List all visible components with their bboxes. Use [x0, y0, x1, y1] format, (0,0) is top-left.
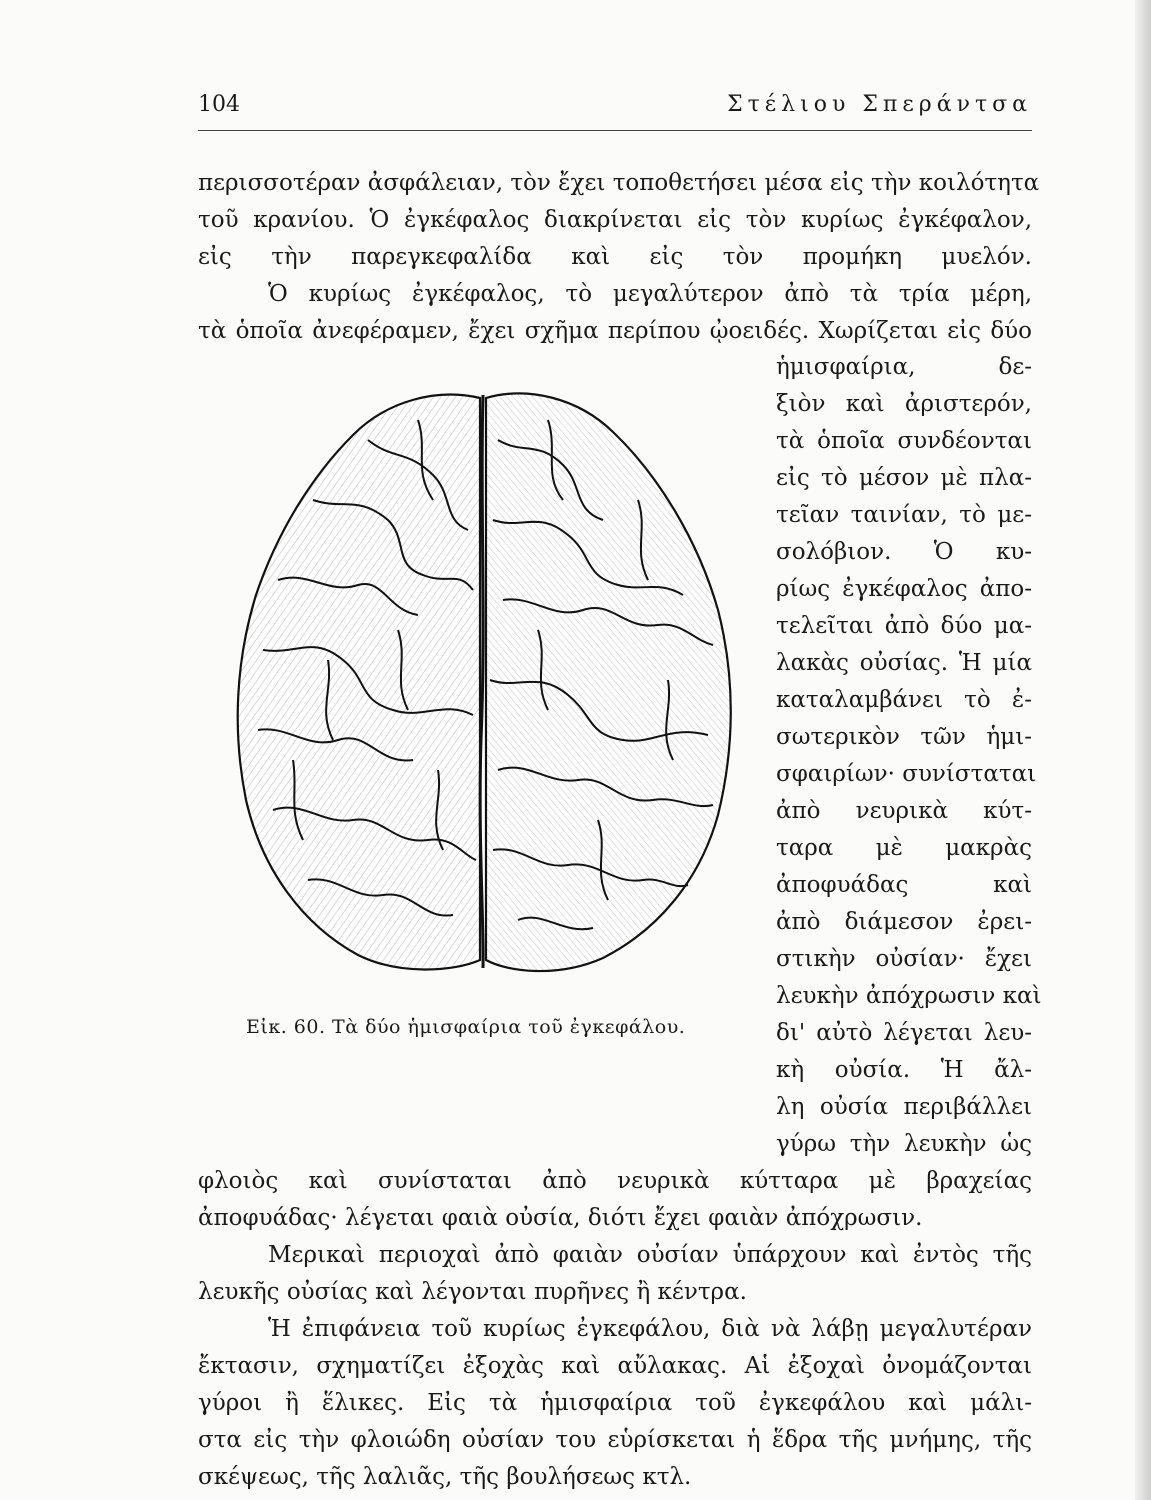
- text-line: φλοιὸς καὶ συνίσταται ἀπὸ νευρικὰ κύτταρα μὲ βραχείας: [198, 1168, 1032, 1194]
- text-line: λευκῆς οὐσίας καὶ λέγονται πυρῆνες ἢ κέντρα.: [198, 1279, 747, 1305]
- side-text-line: λευκὴν ἀπόχρωσιν καὶ: [776, 983, 1042, 1009]
- side-text-line: καταλαμβάνει τὸ ἐ-: [776, 687, 1032, 713]
- side-text-line: σφαιρίων· συνίσταται: [776, 761, 1037, 787]
- running-title: Στέλιου Σπεράντσα: [727, 92, 1032, 117]
- page-header: [198, 92, 1032, 128]
- text-line: τὰ ὁποῖα ἀνεφέραμεν, ἔχει σχῆμα περίπου ᾠοειδές. Χωρίζεται εἰς δύο: [198, 318, 1032, 344]
- text-line: στα εἰς τὴν φλοιώδη οὐσίαν του εὑρίσκεται ἡ ἕδρα τῆς μνήμης, τῆς: [198, 1427, 1032, 1453]
- side-text-line: ἡμισφαίρια, δε-: [776, 354, 1032, 380]
- text-line: περισσοτέραν ἀσφάλειαν, τὸν ἔχει τοποθετήσει μέσα εἰς τὴν κοιλότητα: [198, 170, 1040, 196]
- side-text-line: ἀπὸ διάμεσον ἐρει-: [776, 909, 1032, 935]
- side-text-line: εἰς τὸ μέσον μὲ πλα-: [776, 465, 1032, 491]
- side-text-line: τὰ ὁποῖα συνδέονται: [776, 428, 1032, 454]
- side-text-line: γύρω τὴν λευκὴν ὡς: [776, 1131, 1032, 1157]
- side-text-line: δι' αὐτὸ λέγεται λευ-: [776, 1020, 1032, 1046]
- side-text-line: σωτερικὸν τῶν ἡμι-: [776, 724, 1032, 750]
- brain-drawing: [218, 380, 748, 980]
- text-line: Μερικαὶ περιοχαὶ ἀπὸ φαιὰν οὐσίαν ὑπάρχουν καὶ ἐντὸς τῆς: [268, 1242, 1032, 1268]
- figure-caption: Εἰκ. 60. Τὰ δύο ἡμισφαίρια τοῦ ἐγκεφάλου.: [246, 1016, 686, 1038]
- right-hemisphere: [486, 393, 731, 971]
- text-line: σκέψεως, τῆς λαλιᾶς, τῆς βουλήσεως κτλ.: [198, 1464, 692, 1490]
- side-text-line: ξιὸν καὶ ἀριστερόν,: [776, 391, 1032, 417]
- side-text-line: τελεῖται ἀπὸ δύο μα-: [776, 613, 1032, 639]
- scan-edge-shadow: [1135, 0, 1151, 1500]
- side-text-line: στικὴν οὐσίαν· ἔχει: [776, 946, 1032, 972]
- brain-hemispheres-illustration: [218, 380, 748, 980]
- side-text-line: σολόβιον. Ὁ κυ-: [776, 539, 1032, 565]
- side-text-line: ρίως ἐγκέφαλος ἀπο-: [776, 576, 1032, 602]
- text-line: ἀποφυάδας· λέγεται φαιὰ οὐσία, διότι ἔχει φαιὰν ἀπόχρωσιν.: [198, 1205, 923, 1231]
- side-text-line: τεῖαν ταινίαν, τὸ με-: [776, 502, 1032, 528]
- side-text-line: ἀπὸ νευρικὰ κύτ-: [776, 798, 1032, 824]
- left-hemisphere: [238, 395, 480, 970]
- side-text-line: λη οὐσία περιβάλλει: [776, 1094, 1032, 1120]
- side-text-line: ταρα μὲ μακρὰς: [776, 835, 1032, 861]
- page-number: 104: [198, 92, 240, 117]
- text-line: γύροι ἢ ἕλικες. Εἰς τὰ ἡμισφαίρια τοῦ ἐγκεφάλου καὶ μάλι-: [198, 1390, 1032, 1416]
- side-text-line: κὴ οὐσία. Ἡ ἄλ-: [776, 1057, 1032, 1083]
- text-line: ἔκτασιν, σχηματίζει ἐξοχὰς καὶ αὔλακας. Αἱ ἐξοχαὶ ὀνομάζονται: [198, 1353, 1032, 1379]
- text-line: τοῦ κρανίου. Ὁ ἐγκέφαλος διακρίνεται εἰς τὸν κυρίως ἐγκέφαλον,: [198, 207, 1032, 233]
- text-line: Ἡ ἐπιφάνεια τοῦ κυρίως ἐγκεφάλου, διὰ νὰ λάβῃ μεγαλυτέραν: [268, 1316, 1032, 1342]
- text-line: εἰς τὴν παρεγκεφαλίδα καὶ εἰς τὸν προμήκη μυελόν.: [198, 244, 1032, 270]
- text-line: Ὁ κυρίως ἐγκέφαλος, τὸ μεγαλύτερον ἀπὸ τὰ τρία μέρη,: [268, 281, 1032, 307]
- header-rule: [198, 130, 1032, 131]
- side-text-line: ἀποφυάδας καὶ: [776, 872, 1032, 898]
- side-text-line: λακὰς οὐσίας. Ἡ μία: [776, 650, 1032, 676]
